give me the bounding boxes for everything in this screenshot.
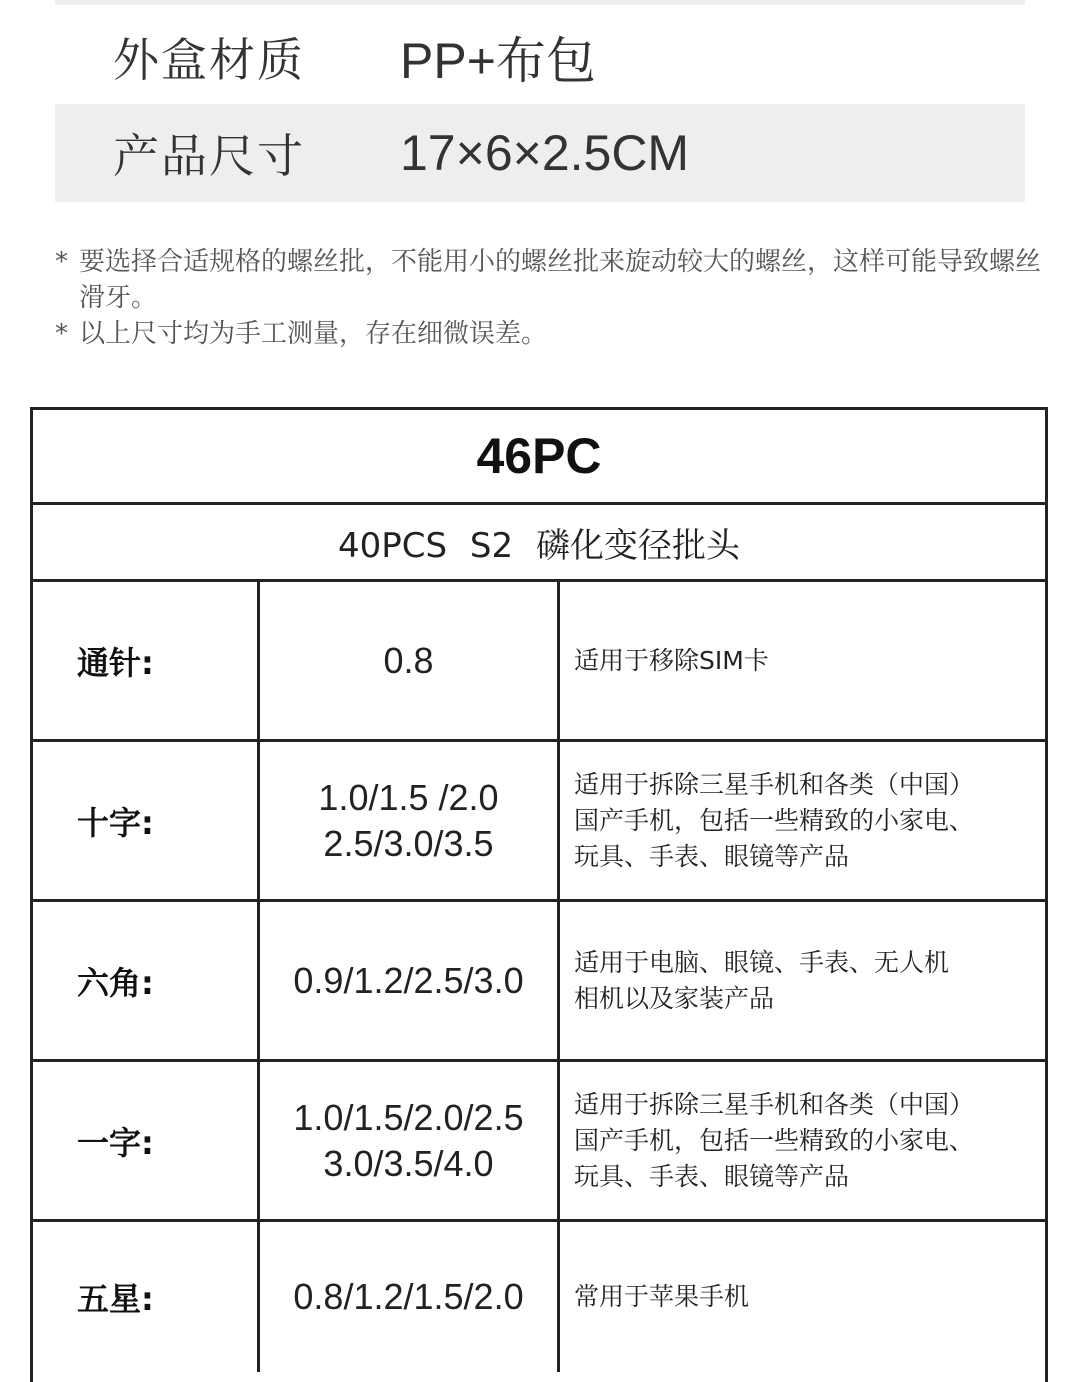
table-row — [33, 1062, 1045, 1222]
table-row — [33, 742, 1045, 902]
notes-section — [55, 244, 1045, 352]
bit-type: 六角: — [33, 902, 260, 1059]
usage-line: 国产手机，包括一些精致的小家电、 — [574, 1125, 975, 1155]
table-row — [33, 1222, 1045, 1372]
kit-title: 46PC — [33, 410, 1045, 505]
bit-size-line: 0.8/1.2/1.5/2.0 — [293, 1276, 524, 1317]
bit-usage — [560, 742, 1045, 899]
bit-type: 通针: — [33, 582, 260, 739]
usage-line: 相机以及家装产品 — [574, 983, 775, 1013]
top-divider-strip — [55, 0, 1025, 5]
bit-sizes — [260, 902, 560, 1059]
table-row — [33, 902, 1045, 1062]
usage-line: 适用于电脑、眼镜、手表、无人机 — [574, 947, 950, 977]
bit-size-line: 2.5/3.0/3.5 — [323, 822, 494, 864]
bit-sizes — [260, 742, 560, 899]
usage-line: 常用于苹果手机 — [574, 1282, 750, 1311]
spec-label: 外盒材质 — [113, 33, 305, 87]
spec-value: 17×6×2.5CM — [400, 125, 690, 181]
usage-line: 玩具、手表、眼镜等产品 — [574, 1161, 850, 1191]
note-text: 以上尺寸均为手工测量，存在细微误差。 — [79, 319, 548, 349]
bit-type: 一字: — [33, 1062, 260, 1219]
usage-line: 国产手机，包括一些精致的小家电、 — [574, 805, 975, 835]
bit-size-line: 3.0/3.5/4.0 — [323, 1142, 494, 1184]
note-text: 要选择合适规格的螺丝批，不能用小的螺丝批来旋动较大的螺丝，这样可能导致螺丝滑牙。 — [79, 247, 1042, 313]
bit-size-line: 0.8 — [383, 639, 434, 681]
note-asterisk: * — [55, 319, 68, 349]
bit-size-line: 1.0/1.5/2.0/2.5 — [293, 1096, 524, 1138]
bit-usage — [560, 1222, 1045, 1372]
bit-size-line: 0.9/1.2/2.5/3.0 — [293, 959, 524, 1001]
bit-kit-table — [30, 407, 1048, 1382]
spec-row-box-material — [55, 8, 1025, 106]
bit-sizes — [260, 1222, 560, 1372]
bit-usage — [560, 902, 1045, 1059]
usage-line: 适用于移除SIM卡 — [574, 645, 769, 675]
bit-sizes — [260, 1062, 560, 1219]
note-asterisk: * — [55, 247, 68, 277]
usage-line: 适用于拆除三星手机和各类（中国） — [574, 769, 975, 799]
table-row — [33, 582, 1045, 742]
note-line — [55, 316, 1045, 352]
spec-row-product-size — [55, 104, 1025, 202]
spec-value: PP+布包 — [400, 33, 596, 89]
bit-usage — [560, 1062, 1045, 1219]
usage-line: 玩具、手表、眼镜等产品 — [574, 841, 850, 871]
spec-label: 产品尺寸 — [113, 129, 305, 183]
bit-sizes — [260, 582, 560, 739]
bit-type: 五星: — [33, 1222, 260, 1372]
usage-line: 适用于拆除三星手机和各类（中国） — [574, 1089, 975, 1119]
bit-type: 十字: — [33, 742, 260, 899]
kit-subtitle: 40PCS S2 磷化变径批头 — [33, 505, 1045, 582]
bit-usage — [560, 582, 1045, 739]
note-line — [55, 244, 1045, 316]
bit-size-line: 1.0/1.5 /2.0 — [318, 776, 499, 818]
